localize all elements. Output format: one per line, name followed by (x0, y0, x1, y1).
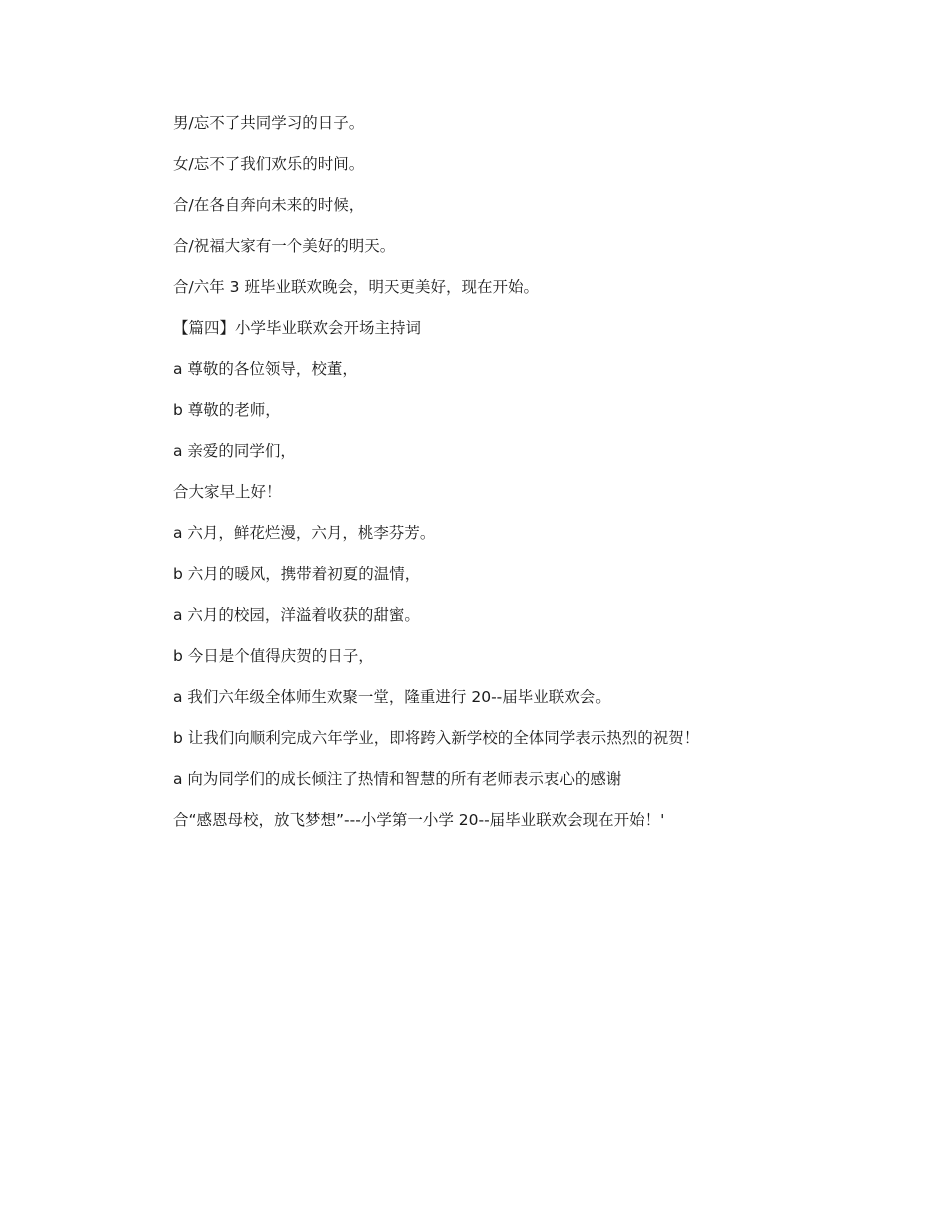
section-heading: 【篇四】小学毕业联欢会开场主持词 (173, 319, 422, 337)
text-line: 合/祝福大家有一个美好的明天。 (173, 237, 396, 255)
text-line: b 尊敬的老师， (173, 401, 281, 419)
text-line: a 我们六年级全体师生欢聚一堂，隆重进行 20--届毕业联欢会。 (173, 688, 611, 706)
text-line: b 今日是个值得庆贺的日子， (173, 647, 374, 665)
text-line: a 向为同学们的成长倾注了热情和智慧的所有老师表示衷心的感谢 (173, 770, 622, 788)
document-body (173, 112, 893, 850)
text-line: a 六月的校园，洋溢着收获的甜蜜。 (173, 606, 420, 624)
text-line: b 六月的暖风，携带着初夏的温情， (173, 565, 421, 583)
text-line: 合“感恩母校，放飞梦想”---小学第一小学 20--届毕业联欢会现在开始！' (173, 811, 665, 829)
text-line: a 亲爱的同学们， (173, 442, 296, 460)
text-line: 合大家早上好！ (173, 483, 282, 501)
text-line: 女/忘不了我们欢乐的时间。 (173, 155, 365, 173)
text-line: 男/忘不了共同学习的日子。 (173, 114, 365, 132)
text-line: b 让我们向顺利完成六年学业，即将跨入新学校的全体同学表示热烈的祝贺！ (173, 729, 700, 747)
text-line: a 六月，鲜花烂漫，六月，桃李芬芳。 (173, 524, 436, 542)
text-line: 合/六年 3 班毕业联欢晚会，明天更美好，现在开始。 (173, 278, 539, 296)
text-line: a 尊敬的各位领导，校董， (173, 360, 358, 378)
text-line: 合/在各自奔向未来的时候， (173, 196, 365, 214)
